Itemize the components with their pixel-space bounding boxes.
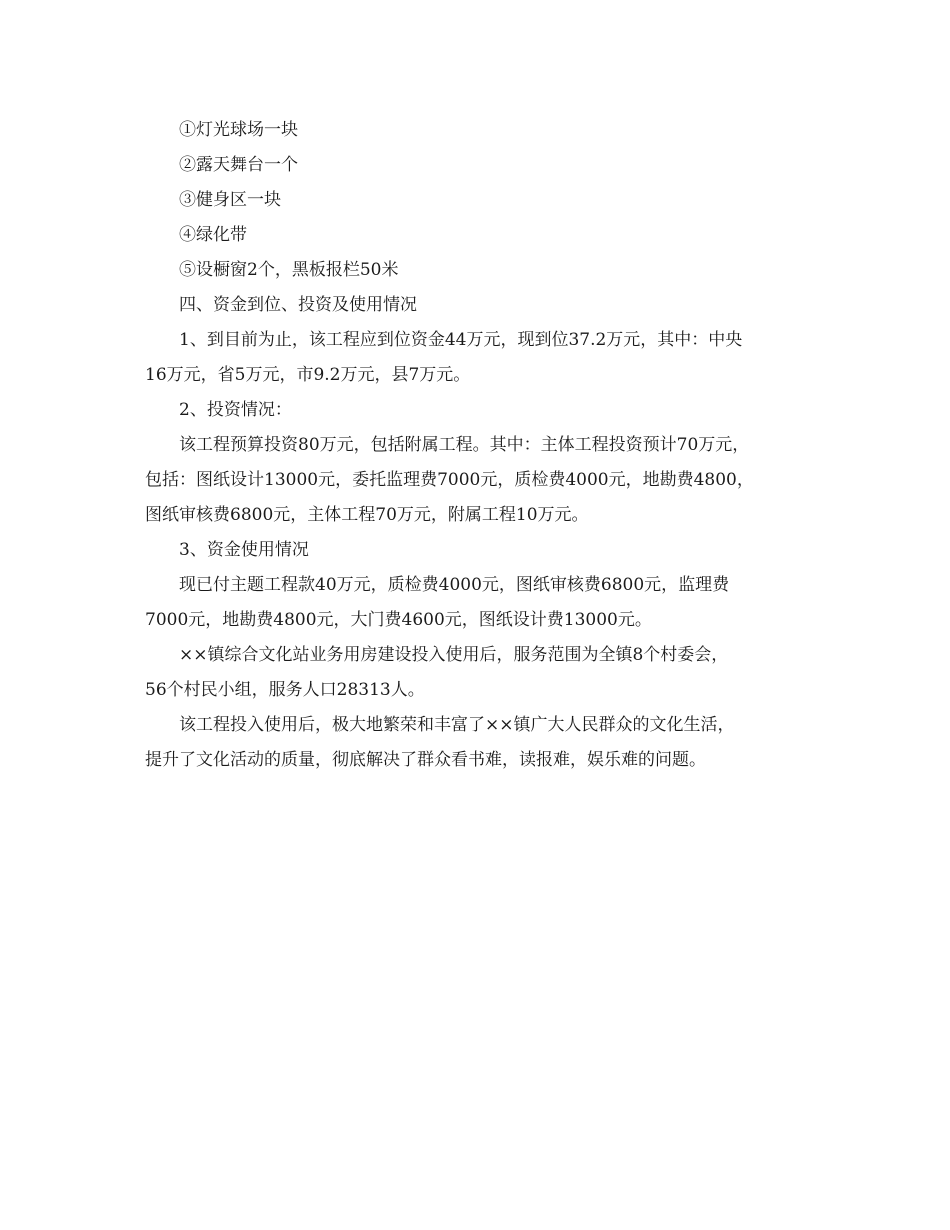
- funds-arrival-line-2: 16万元，省5万元，市9.2万元，县7万元。: [145, 365, 471, 385]
- facility-item-5: ⑤设橱窗2个，黑板报栏50米: [179, 260, 399, 280]
- facility-item-2: ②露天舞台一个: [179, 155, 298, 175]
- investment-line-3: 图纸审核费6800元，主体工程70万元，附属工程10万元。: [145, 505, 589, 525]
- usage-heading: 3、资金使用情况: [179, 540, 309, 560]
- funds-arrival-paragraph: [145, 323, 805, 393]
- conclusion-paragraph: [145, 708, 805, 778]
- section-heading-funds: 四、资金到位、投资及使用情况: [179, 295, 417, 315]
- usage-line-1: 现已付主题工程款40万元，质检费4000元，图纸审核费6800元，监理费: [179, 575, 730, 595]
- facility-item-4: ④绿化带: [179, 225, 247, 245]
- facility-item-1: ①灯光球场一块: [179, 120, 298, 140]
- investment-heading: 2、投资情况：: [179, 400, 292, 420]
- usage-line-2: 7000元，地勘费4800元，大门费4600元，图纸设计费13000元。: [145, 610, 652, 630]
- facility-item-3: ③健身区一块: [179, 190, 281, 210]
- conclusion-line-2: 提升了文化活动的质量，彻底解决了群众看书难，读报难，娱乐难的问题。: [145, 750, 706, 770]
- service-paragraph: [145, 638, 805, 708]
- document-body: [145, 113, 805, 778]
- investment-paragraph: [145, 428, 805, 533]
- service-line-1: ××镇综合文化站业务用房建设投入使用后，服务范围为全镇8个村委会，: [179, 645, 729, 665]
- service-line-2: 56个村民小组，服务人口28313人。: [145, 680, 425, 700]
- investment-line-2: 包括：图纸设计13000元，委托监理费7000元，质检费4000元，地勘费4800，: [145, 470, 754, 490]
- investment-line-1: 该工程预算投资80万元，包括附属工程。其中：主体工程投资预计70万元，: [179, 435, 750, 455]
- usage-paragraph: [145, 568, 805, 638]
- funds-arrival-line-1: 1、到目前为止，该工程应到位资金44万元，现到位37.2万元，其中：中央: [179, 330, 743, 350]
- conclusion-line-1: 该工程投入使用后，极大地繁荣和丰富了××镇广大人民群众的文化生活，: [179, 715, 735, 735]
